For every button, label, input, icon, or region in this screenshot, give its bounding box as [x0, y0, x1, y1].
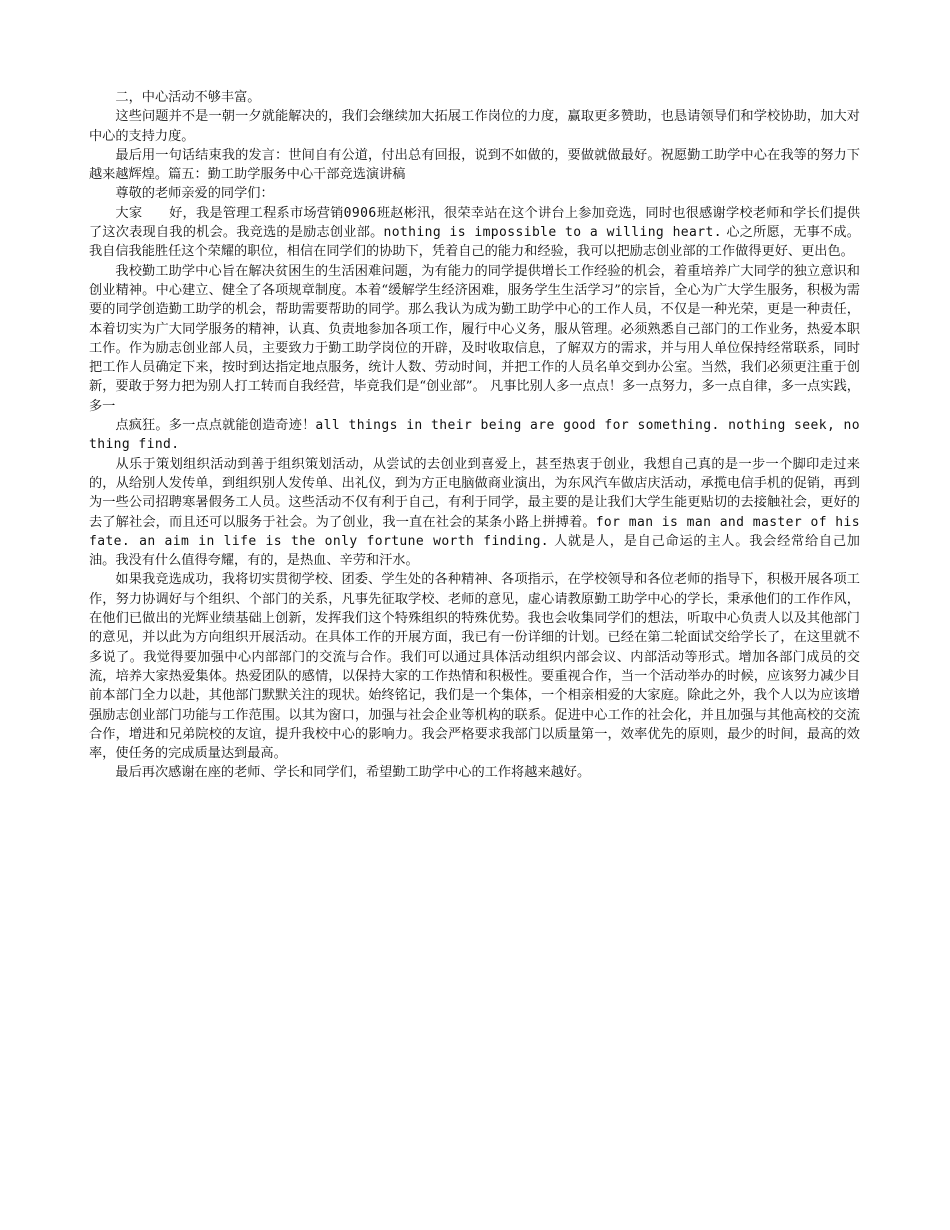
paragraph-text: 如果我竞选成功，我将切实贯彻学校、团委、学生处的各种精神、各项指示，在学校领导和各位老师的指导下，积极开展各项工作，努力协调好与个组织、个部门的关系，凡事先征取学校、老师的意见，虚心请教原勤工助学中心的学长，秉承他们的工作作风，在他们已做出的光辉业绩基础上创新，发挥我们这个特殊组织的特殊优势。我也会收集同学们的想法，听取中心负责人以及其他部门的意见，并以此为方向组织开展活动。在具体工作的开展方面，我已有一份详细的计划。已经在第二轮面试交给学长了，在这里就不多说了。我觉得要加强中心内部部门的交流与合作。我们可以通过具体活动组织内部会议、内部活动等形式。增加各部门成员的交流，培养大家热爱集体。热爱团队的感情，以保持大家的工作热情和积极性。要重视合作，当一个活动举办的时候，应该努力减少目前本部门全力以赴，其他部门默默关注的现状。始终铭记，我们是一个集体，一个相亲相爱的大家庭。除此之外，我个人以为应该增强励志创业部门功能与工作范围。以其为窗口，加强与社会企业等机构的联系。促进中心工作的社会化，并且加强与其他高校的交流合作，增进和兄弟院校的友谊，提升我校中心的影响力。我会严格要求我部门以质量第一，效率优先的原则，最少的时间，最高的效率，使任务的完成质量达到最高。 — [89, 572, 860, 762]
paragraph — [89, 88, 860, 107]
paragraph — [89, 763, 860, 782]
document-body — [89, 88, 860, 783]
paragraph-latin-text: nothing is impossible to a willing heart. — [383, 225, 722, 241]
paragraph-text: 我校勤工助学中心旨在解决贫困生的生活困难问题，为有能力的同学提供增长工作经验的机会，着重培养广大同学的独立意识和创业精神。中心建立、健全了各项规章制度。本着“缓解学生经济困难，服务学生生活学习”的宗旨，全心为广大学生服务，积极为需要的同学创造勤工助学的机会，帮助需要帮助的同学。那么我认为成为勤工助学中心的工作人员，不仅是一种光荣，更是一种责任，本着切实为广大同学服务的精神，认真、负责地参加各项工作，履行中心义务，服从管理。必须熟悉自己部门的工作业务，热爱本职工作。作为励志创业部人员，主要致力于勤工助学岗位的开辟，及时收取信息，了解双方的需求，并与用人单位保持经常联系，同时把工作人员确定下来，按时到达指定地点服务，统计人数、劳动时间，并把工作的人员名单交到办公室。当然，我们必须更注重于创新，要敢于努力把为别人打工转而自我经营，毕竟我们是“创业部”。 凡事比别人多一点点！多一点努力，多一点自律，多一点实践，多一 — [89, 263, 860, 414]
paragraph-text: 心之所愿，无事不成。我自信我能胜任这个荣耀的职位，相信在同学们的协助下，凭着自己的能力和经验，我可以把励志创业部的工作做得更好、更出色。 — [89, 225, 860, 260]
paragraph-latin-text: 0906 — [343, 205, 377, 221]
paragraph — [89, 262, 860, 416]
paragraph — [89, 146, 860, 185]
paragraph — [89, 107, 860, 146]
paragraph-text: 从乐于策划组织活动到善于组织策划活动，从尝试的去创业到喜爱上，甚至热衷于创业，我想自己真的是一步一个脚印走过来的，从给别人发传单，到组织别人发传单、出礼仪，到为方正电脑做商业演出，为东风汽车做店庆活动，承揽电信手机的促销，再到为一些公司招聘寒暑假务工人员。这些活动不仅有利于自己，有利于同学，最主要的是让我们大学生能更贴切的去接触社会，更好的去了解社会，而且还可以服务于社会。为了创业，我一直在社会的某条小路上拼搏着。 — [89, 456, 860, 530]
paragraph — [89, 455, 860, 571]
paragraph-text: 大家 好，我是管理工程系市场营销 — [115, 205, 344, 221]
salutation — [89, 184, 860, 203]
paragraph-text: 二，中心活动不够丰富。 — [115, 90, 261, 105]
paragraph-text: 人就是人，是自己命运的主人。我会经常给自己加油。我没有什么值得夸耀，有的，是热血、辛劳和汗水。 — [89, 533, 860, 569]
paragraph — [89, 570, 860, 763]
paragraph-text: 这些问题并不是一朝一夕就能解决的，我们会继续加大拓展工作岗位的力度，赢取更多赞助，也恳请领导们和学校协助，加大对中心的支持力度。 — [89, 109, 860, 144]
paragraph-text: 班赵彬汛，很荣幸站在这个讲台上参加竞选，同时也很感谢学校老师和学长们提供了这次表现自我的机会。我竞选的是励志创业部。 — [89, 205, 861, 241]
paragraph — [89, 416, 860, 455]
paragraph-latin-text: for man is man and master of his fate. an aim in life is the only fortune worth finding. — [89, 514, 860, 549]
paragraph-text: 尊敬的老师亲爱的同学们： — [115, 186, 274, 202]
paragraph-text: 点疯狂。多一点点就能创造奇迹！ — [115, 418, 316, 434]
paragraph-latin-text: all things in their being are good for something. nothing seek, nothing find. — [89, 418, 861, 453]
paragraph — [89, 204, 860, 262]
paragraph-text: 最后用一句话结束我的发言：世间自有公道，付出总有回报，说到不如做的，要做就做最好。祝愿勤工助学中心在我等的努力下越来越辉煌。篇五：勤工助学服务中心干部竞选演讲稿 — [89, 147, 860, 183]
paragraph-text: 最后再次感谢在座的老师、学长和同学们，希望勤工助学中心的工作将越来越好。 — [115, 765, 591, 781]
